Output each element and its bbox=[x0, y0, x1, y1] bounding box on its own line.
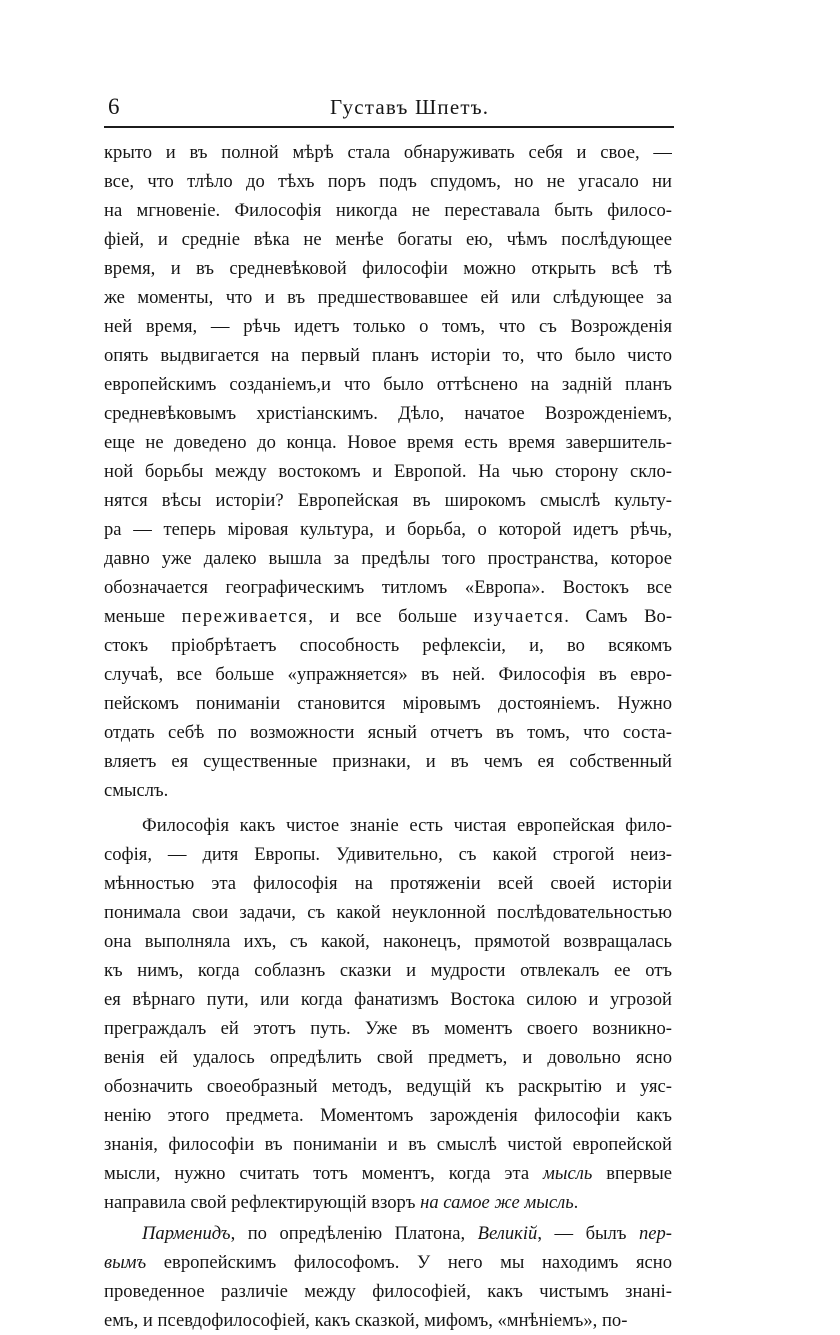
text-segment: ненію этого предмета. Моментомъ зарожденія философіи какъ bbox=[104, 1105, 672, 1126]
text-segment: , и все больше bbox=[308, 606, 474, 627]
text-line bbox=[104, 718, 672, 747]
text-line bbox=[104, 776, 672, 805]
text-segment: фіей, и средніе вѣка не менѣе богаты ею, чѣмъ послѣдующее bbox=[104, 229, 672, 250]
text-segment: мысли, нужно считать тотъ моментъ, когда эта bbox=[104, 1163, 543, 1184]
italic-text: на самое же мысль bbox=[420, 1192, 574, 1213]
text-line bbox=[104, 927, 672, 956]
text-line bbox=[104, 660, 672, 689]
text-segment: же моменты, что и въ предшествовавшее ей или слѣдующее за bbox=[104, 287, 672, 308]
text-segment: на мгновеніе. Философія никогда не переставала быть филосо- bbox=[104, 200, 672, 221]
text-line bbox=[104, 956, 672, 985]
text-line bbox=[104, 840, 672, 869]
text-segment: европейскимъ созданіемъ,и что было оттѣснено на задній планъ bbox=[104, 374, 672, 395]
text-line bbox=[104, 631, 672, 660]
text-segment: она выполняла ихъ, съ какой, наконецъ, прямотой возвращалась bbox=[104, 931, 672, 952]
text-segment: ной борьбы между востокомъ и Европой. На чью сторону скло- bbox=[104, 461, 672, 482]
text-segment: давно уже далеко вышла за предѣлы того пространства, которое bbox=[104, 548, 672, 569]
text-line bbox=[104, 689, 672, 718]
text-line bbox=[104, 747, 672, 776]
text-segment: софія, — дитя Европы. Удивительно, съ какой строгой неиз- bbox=[104, 844, 672, 865]
text-segment: обозначается географическимъ титломъ «Европа». Востокъ все bbox=[104, 577, 672, 598]
text-line bbox=[104, 486, 672, 515]
text-segment: мѣнностью эта философія на протяженіи всей своей исторіи bbox=[104, 873, 672, 894]
text-line bbox=[104, 573, 672, 602]
text-segment: смыслъ. bbox=[104, 780, 169, 801]
text-segment: ра — теперь міровая культура, и борьба, о которой идетъ рѣчь, bbox=[104, 519, 672, 540]
text-line bbox=[104, 811, 672, 840]
body-text bbox=[104, 138, 672, 1335]
italic-text: Парменидъ bbox=[142, 1223, 231, 1244]
text-line bbox=[104, 1248, 672, 1277]
running-title: Густавъ Шпетъ. bbox=[330, 95, 490, 119]
text-line bbox=[104, 1188, 672, 1217]
text-segment: проведенное различіе между философіей, какъ чистымъ знані- bbox=[104, 1281, 672, 1302]
text-line bbox=[104, 869, 672, 898]
text-line bbox=[104, 1130, 672, 1159]
spaced-emphasis: переживается bbox=[181, 606, 309, 627]
text-line bbox=[104, 457, 672, 486]
header-rule bbox=[104, 126, 674, 128]
text-segment: отдать себѣ по возможности ясный отчетъ въ томъ, что соста- bbox=[104, 722, 672, 743]
text-segment: знанія, философіи въ пониманіи и въ смыслѣ чистой европейской bbox=[104, 1134, 672, 1155]
text-segment: направила свой рефлектирующій взоръ bbox=[104, 1192, 421, 1213]
text-segment: европейскимъ философомъ. У него мы находимъ ясно bbox=[146, 1252, 672, 1273]
text-segment: вляетъ ея существенные признаки, и въ чемъ ея собственный bbox=[104, 751, 672, 772]
text-line bbox=[104, 985, 672, 1014]
text-segment: Философія какъ чистое знаніе есть чистая европейская фило- bbox=[142, 815, 672, 836]
text-line bbox=[104, 1043, 672, 1072]
text-line bbox=[104, 428, 672, 457]
text-line bbox=[104, 898, 672, 927]
text-line bbox=[104, 283, 672, 312]
text-segment: къ нимъ, когда соблазнъ сказки и мудрости отвлекалъ ее отъ bbox=[104, 960, 672, 981]
text-segment: ней время, — рѣчь идетъ только о томъ, что съ Возрожденія bbox=[104, 316, 672, 337]
text-segment: . Самъ Во- bbox=[564, 606, 672, 627]
text-segment: . bbox=[573, 1192, 579, 1213]
text-segment: крыто и въ полной мѣрѣ стала обнаруживать себя и свое, — bbox=[104, 142, 672, 163]
italic-text: пер- bbox=[638, 1223, 672, 1244]
text-line bbox=[104, 1101, 672, 1130]
text-line bbox=[104, 370, 672, 399]
text-segment: случаѣ, все больше «упражняется» въ ней. Философія въ евро- bbox=[104, 664, 672, 685]
text-line bbox=[104, 1072, 672, 1101]
paragraph bbox=[104, 811, 672, 1217]
text-line bbox=[104, 225, 672, 254]
text-segment: преграждалъ ей этотъ путь. Уже въ моментъ своего возникно- bbox=[104, 1018, 672, 1039]
text-segment: стокъ пріобрѣтаетъ способность рефлексіи, и, во всякомъ bbox=[104, 635, 672, 656]
text-segment: меньше bbox=[104, 606, 182, 627]
text-line bbox=[104, 312, 672, 341]
text-segment: , по опредѣленію Платона, bbox=[230, 1223, 478, 1244]
text-segment: емъ, и псевдофилософіей, какъ сказкой, мифомъ, «мнѣніемъ», по- bbox=[104, 1310, 628, 1331]
text-line bbox=[104, 544, 672, 573]
text-segment: понимала свои задачи, съ какой неуклонной послѣдовательностью bbox=[104, 902, 672, 923]
text-segment: средневѣковымъ христіанскимъ. Дѣло, начатое Возрожденіемъ, bbox=[104, 403, 672, 424]
text-line bbox=[104, 1277, 672, 1306]
text-line bbox=[104, 341, 672, 370]
text-segment: опять выдвигается на первый планъ исторіи то, что было чисто bbox=[104, 345, 672, 366]
page-number: 6 bbox=[108, 94, 120, 119]
text-line bbox=[104, 196, 672, 225]
text-segment: еще не доведено до конца. Новое время есть время завершитель- bbox=[104, 432, 672, 453]
italic-text: вымъ bbox=[104, 1252, 147, 1273]
running-head bbox=[104, 93, 676, 125]
text-segment: венія ей удалось опредѣлить свой предметъ, и довольно ясно bbox=[104, 1047, 672, 1068]
spaced-emphasis: изучается bbox=[473, 606, 565, 627]
text-line bbox=[104, 1159, 672, 1188]
text-segment: впервые bbox=[592, 1163, 672, 1184]
text-line bbox=[104, 399, 672, 428]
text-line bbox=[104, 138, 672, 167]
text-segment: время, и въ средневѣковой философіи можно открыть всѣ тѣ bbox=[104, 258, 672, 279]
text-segment: , — былъ bbox=[537, 1223, 639, 1244]
text-line bbox=[104, 167, 672, 196]
paragraph bbox=[104, 138, 672, 805]
italic-text: Великій bbox=[477, 1223, 538, 1244]
text-segment: обозначить своеобразный методъ, ведущій къ раскрытію и уяс- bbox=[104, 1076, 672, 1097]
text-segment: пейскомъ пониманіи становится міровымъ достояніемъ. Нужно bbox=[104, 693, 672, 714]
text-line bbox=[104, 515, 672, 544]
text-line bbox=[104, 254, 672, 283]
text-segment: ея вѣрнаго пути, или когда фанатизмъ Востока силою и угрозой bbox=[104, 989, 672, 1010]
italic-text: мысль bbox=[543, 1163, 593, 1184]
paragraph bbox=[104, 1219, 672, 1335]
text-segment: все, что тлѣло до тѣхъ поръ подъ спудомъ, но не угасало ни bbox=[104, 171, 672, 192]
text-line bbox=[104, 1306, 672, 1335]
text-line bbox=[104, 1219, 672, 1248]
text-segment: нятся вѣсы исторіи? Европейская въ широкомъ смыслѣ культу- bbox=[104, 490, 672, 511]
text-line bbox=[104, 602, 672, 631]
text-line bbox=[104, 1014, 672, 1043]
